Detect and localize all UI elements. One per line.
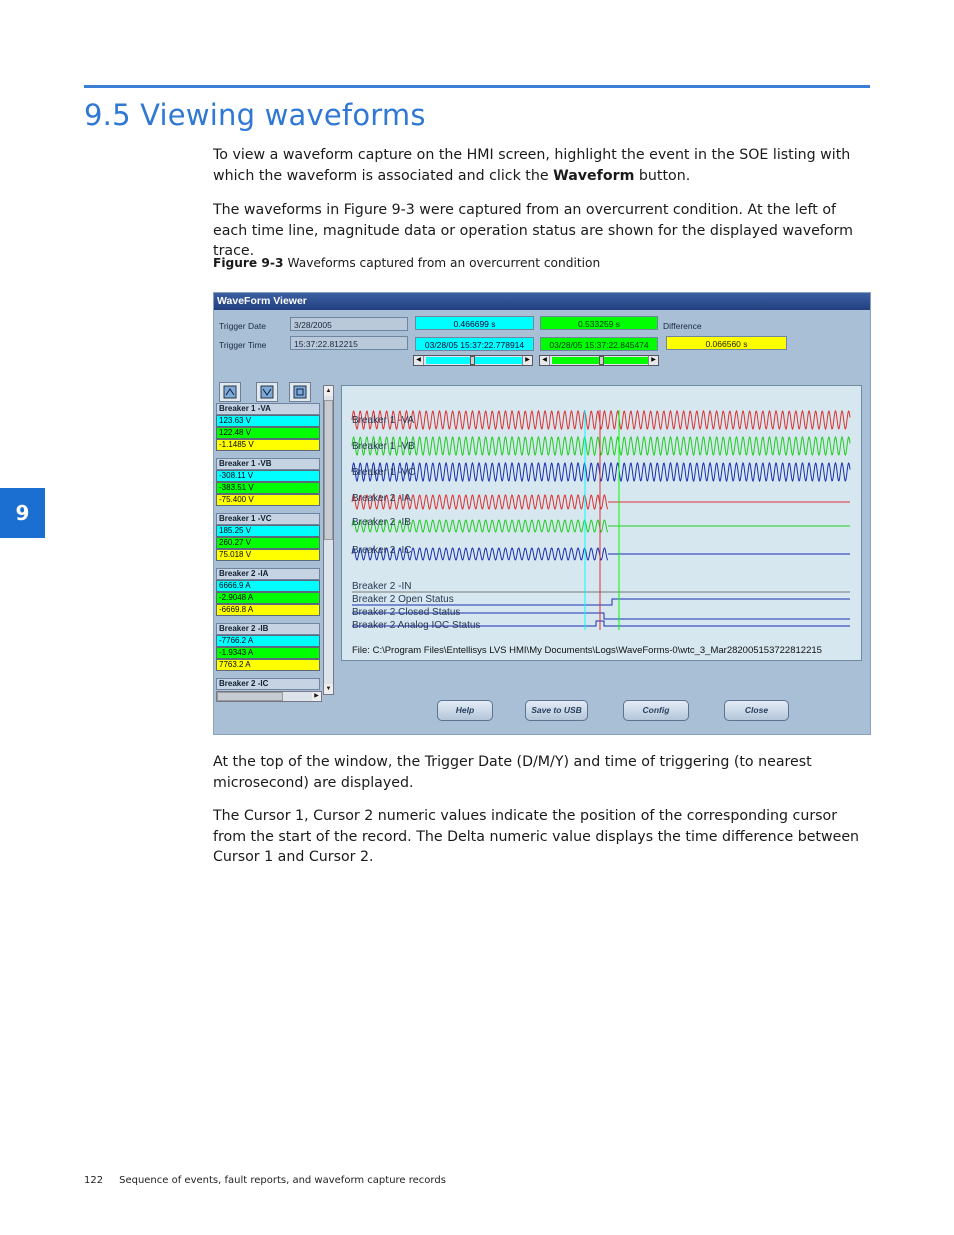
paragraph-4: The Cursor 1, Cursor 2 numeric values indicate the position of the corresponding cursor from the start of the record. The Delta numeric value displays the time difference between Cursor 1 and Cursor 2.	[213, 808, 860, 865]
channel-value: 6666.9 A	[216, 580, 320, 592]
channel-value: -7766.2 A	[216, 635, 320, 647]
channel-value: -6669.8 A	[216, 604, 320, 616]
figure-label: Figure 9-3	[213, 256, 284, 270]
slider-right-arrow-icon[interactable]: ▶	[522, 356, 532, 365]
channel-panel-horizontal-scrollbar[interactable]	[216, 691, 322, 702]
cursor1-slider-thumb[interactable]	[470, 356, 475, 365]
channel-value: 7763.2 A	[216, 659, 320, 671]
channel-value: -1.9343 A	[216, 647, 320, 659]
figure-caption	[213, 256, 600, 270]
scroll-right-arrow-icon[interactable]: ▶	[312, 692, 321, 701]
header-rule	[84, 85, 870, 88]
cursor2-slider-thumb[interactable]	[599, 356, 604, 365]
channel-group-name[interactable]: Breaker 1 -VA	[216, 403, 320, 415]
waveform-plot-area[interactable]	[341, 385, 862, 661]
trace-label: Breaker 2 -IC	[352, 545, 412, 556]
close-button[interactable]: Close	[724, 700, 789, 721]
difference-value: 0.066560 s	[666, 336, 787, 350]
section-title: 9.5 Viewing waveforms	[84, 98, 426, 132]
difference-label: Difference	[663, 321, 702, 331]
paragraph-1	[213, 145, 873, 186]
paragraph-1-text: To view a waveform capture on the HMI screen, highlight the event in the SOE listing with which the waveform is associated and click the	[213, 147, 851, 184]
trigger-time-field: 15:37:22.812215	[290, 336, 408, 350]
channel-value: 123.63 V	[216, 415, 320, 427]
channel-group-name[interactable]: Breaker 2 -IB	[216, 623, 320, 635]
channel-group	[216, 458, 322, 506]
trigger-time-label: Trigger Time	[219, 340, 267, 350]
channel-group	[216, 403, 322, 451]
channel-group-name[interactable]: Breaker 2 -IC	[216, 678, 320, 690]
channel-value: -1.1485 V	[216, 439, 320, 451]
channel-value: -308.11 V	[216, 470, 320, 482]
slider-left-arrow-icon[interactable]: ◀	[414, 356, 424, 365]
trigger-date-field: 3/28/2005	[290, 317, 408, 331]
zoom-out-button[interactable]	[256, 382, 278, 402]
channel-value: -383.51 V	[216, 482, 320, 494]
fit-icon	[293, 385, 307, 399]
trace-label: Breaker 2 Analog IOC Status	[352, 620, 481, 631]
trace-label: Breaker 2 Closed Status	[352, 607, 461, 618]
waveform-trace	[352, 411, 850, 429]
waveform-viewer-window	[213, 292, 871, 735]
channel-group-name[interactable]: Breaker 1 -VC	[216, 513, 320, 525]
scroll-down-arrow-icon[interactable]: ▼	[325, 686, 332, 692]
waveform-term: Waveform	[553, 167, 635, 184]
slider-left-arrow-icon[interactable]: ◀	[540, 356, 550, 365]
trace-label: Breaker 1 -VC	[352, 467, 416, 478]
waveform-trace	[352, 463, 850, 481]
channel-value: 75.018 V	[216, 549, 320, 561]
page-number: 122	[84, 1175, 104, 1186]
cursor1-time: 03/28/05 15:37:22.778914	[415, 337, 534, 351]
save-to-usb-button[interactable]: Save to USB	[525, 700, 588, 721]
hscroll-thumb[interactable]	[217, 692, 283, 701]
file-path: File: C:\Program Files\Entellisys LVS HMI\My Documents\Logs\WaveForms-0\wtc_3_Mar282005153722812215	[352, 645, 822, 656]
footer-text: Sequence of events, fault reports, and waveform capture records	[119, 1175, 446, 1186]
page-footer	[84, 1175, 462, 1186]
waveform-trace	[352, 437, 850, 455]
channel-group	[216, 568, 322, 616]
trace-label: Breaker 1 -VB	[352, 441, 415, 452]
waveform-traces	[342, 386, 861, 660]
cursor2-slider[interactable]	[539, 355, 659, 366]
cursor2-time: 03/28/05 15:37:22.845474	[540, 337, 658, 351]
channel-group	[216, 623, 322, 671]
trace-label: Breaker 1 -VA	[352, 415, 415, 426]
zoom-out-icon	[260, 385, 274, 399]
zoom-in-icon	[223, 385, 237, 399]
channel-value-panel	[216, 403, 322, 693]
channel-group	[216, 513, 322, 561]
scroll-up-arrow-icon[interactable]: ▲	[325, 388, 332, 394]
help-button[interactable]: Help	[437, 700, 493, 721]
config-button[interactable]: Config	[623, 700, 689, 721]
window-title: WaveForm Viewer	[214, 293, 870, 310]
channel-value: 185.25 V	[216, 525, 320, 537]
slider-right-arrow-icon[interactable]: ▶	[648, 356, 658, 365]
trigger-date-label: Trigger Date	[219, 321, 266, 331]
fit-button[interactable]	[289, 382, 311, 402]
trace-label: Breaker 2 -IB	[352, 517, 411, 528]
cursor2-value: 0.533259 s	[540, 316, 658, 330]
channel-value: 122.48 V	[216, 427, 320, 439]
trace-label: Breaker 2 Open Status	[352, 594, 454, 605]
chapter-tab: 9	[0, 488, 45, 538]
channel-value: -75.400 V	[216, 494, 320, 506]
channel-group-name[interactable]: Breaker 2 -IA	[216, 568, 320, 580]
figure-caption-text: Waveforms captured from an overcurrent condition	[287, 256, 601, 270]
paragraph-3: At the top of the window, the Trigger Date (D/M/Y) and time of triggering (to nearest microsecond) are displayed.	[213, 754, 812, 791]
paragraph-2: The waveforms in Figure 9-3 were captured from an overcurrent condition. At the left of each time line, magnitude data or operation status are shown for the displayed waveform trace.	[213, 202, 853, 259]
paragraph-1-end: button.	[634, 167, 691, 184]
zoom-in-button[interactable]	[219, 382, 241, 402]
channel-value: 260.27 V	[216, 537, 320, 549]
scroll-thumb[interactable]	[324, 400, 333, 540]
trace-label: Breaker 2 -IN	[352, 581, 412, 592]
channel-panel-vertical-scrollbar[interactable]	[323, 385, 334, 695]
channel-group-name[interactable]: Breaker 1 -VB	[216, 458, 320, 470]
trace-label: Breaker 2 -IA	[352, 493, 411, 504]
channel-value: -2.9048 A	[216, 592, 320, 604]
cursor1-value: 0.466699 s	[415, 316, 534, 330]
cursor1-slider[interactable]	[413, 355, 533, 366]
